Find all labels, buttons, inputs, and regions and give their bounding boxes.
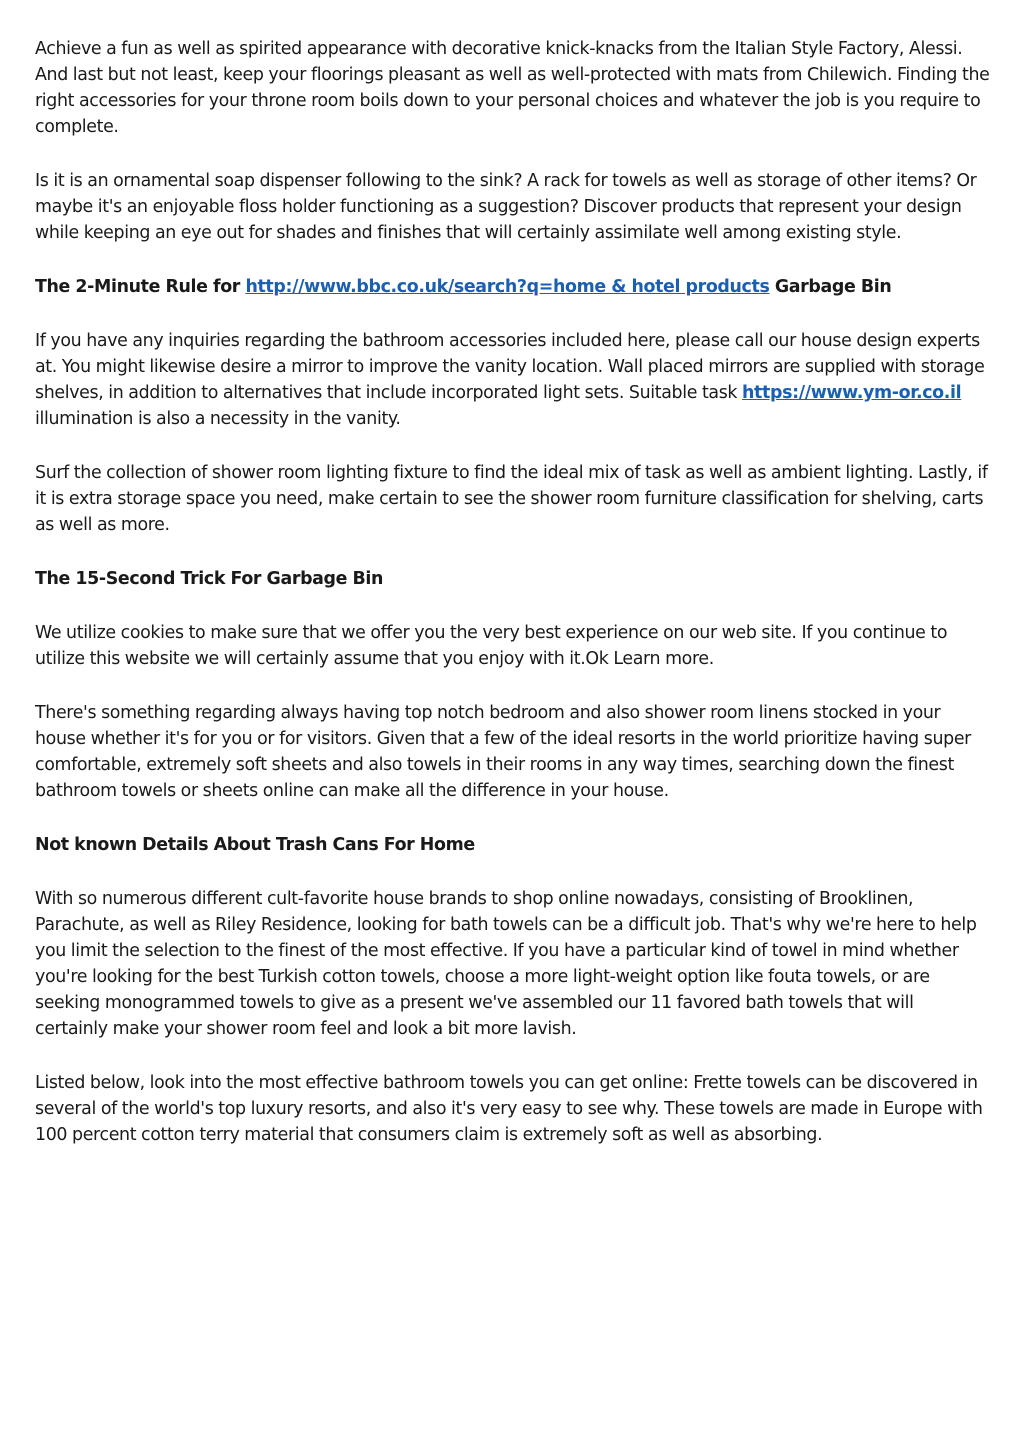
bbc-search-link[interactable]: http://www.bbc.co.uk/search?q=home & hotel products: [245, 277, 770, 297]
heading-text-before: The 2-Minute Rule for: [35, 277, 246, 297]
spacer: [35, 672, 990, 700]
paragraph-text-after: illumination is also a necessity in the vanity.: [35, 409, 401, 429]
spacer: [35, 1042, 990, 1070]
paragraph-intro: Achieve a fun as well as spirited appearance with decorative knick-knacks from the Italian Style Factory, Alessi. And last but not least, keep your floorings pleasant as well as well-protected with mats from Chilewich. Finding the right accessories for your throne room boils down to your personal choices and whatever the job is you require to complete.: [35, 39, 990, 137]
paragraph-brands: With so numerous different cult-favorite house brands to shop online nowadays, consisting of Brooklinen, Parachute, as well as Riley Residence, looking for bath towels can be a difficult job. That's why we're here to help you limit the selection to the finest of the most effective. If you have a particular kind of towel in mind whether you're looking for the best Turkish cotton towels, choose a more light-weight option like fouta towels, or are seeking monogrammed towels to give as a present we've assembled our 11 favored bath towels that will certainly make your shower room feel and look a bit more lavish.: [35, 889, 977, 1039]
spacer: [35, 538, 990, 566]
spacer: [35, 592, 990, 620]
paragraph-frette-towels: Listed below, look into the most effective bathroom towels you can get online: Frette towels can be discovered in several of the world's top luxury resorts, and also it's very easy to see why. These towels are made in Europe with 100 percent cotton terry material that consumers claim is extremely soft as well as absorbing.: [35, 1073, 983, 1145]
paragraph-soap-dispenser: Is it is an ornamental soap dispenser following to the sink? A rack for towels as well as storage of other items? Or maybe it's an enjoyable floss holder functioning as a suggestion? Discover products that represent your design while keeping an eye out for shades and finishes that will certainly assimilate well among existing style.: [35, 171, 977, 243]
paragraph-cookies: We utilize cookies to make sure that we offer you the very best experience on our web site. If you continue to utilize this website we will certainly assume that you enjoy with it.Ok Learn more.: [35, 623, 948, 669]
spacer: [35, 858, 990, 886]
spacer: [35, 246, 990, 274]
spacer: [35, 804, 990, 832]
heading-2-minute-rule: [35, 274, 990, 300]
heading-text-after: Garbage Bin: [769, 277, 892, 297]
paragraph-lighting: Surf the collection of shower room lighting fixture to find the ideal mix of task as well as ambient lighting. Lastly, if it is extra storage space you need, make certain to see the shower room furniture classification for shelving, carts as well as more.: [35, 463, 988, 535]
heading-15-second-trick: The 15-Second Trick For Garbage Bin: [35, 569, 384, 589]
heading-trash-cans: Not known Details About Trash Cans For Home: [35, 835, 475, 855]
ym-or-link[interactable]: https://www.ym-or.co.il: [742, 383, 962, 403]
paragraph-linens: There's something regarding always having top notch bedroom and also shower room linens stocked in your house whether it's for you or for visitors. Given that a few of the ideal resorts in the world prioritize having super comfortable, extremely soft sheets and also towels in their rooms in any way times, searching down the finest bathroom towels or sheets online can make all the difference in your house.: [35, 703, 971, 801]
spacer: [35, 300, 990, 328]
spacer: [35, 140, 990, 168]
paragraph-inquiries: [35, 328, 990, 432]
paragraph-text-before: If you have any inquiries regarding the bathroom accessories included here, please call our house design experts at. You might likewise desire a mirror to improve the vanity location. Wall placed mirrors are supplied with storage shelves, in addition to alternatives that include incorporated light sets. Suitable task: [35, 331, 985, 403]
spacer: [35, 432, 990, 460]
